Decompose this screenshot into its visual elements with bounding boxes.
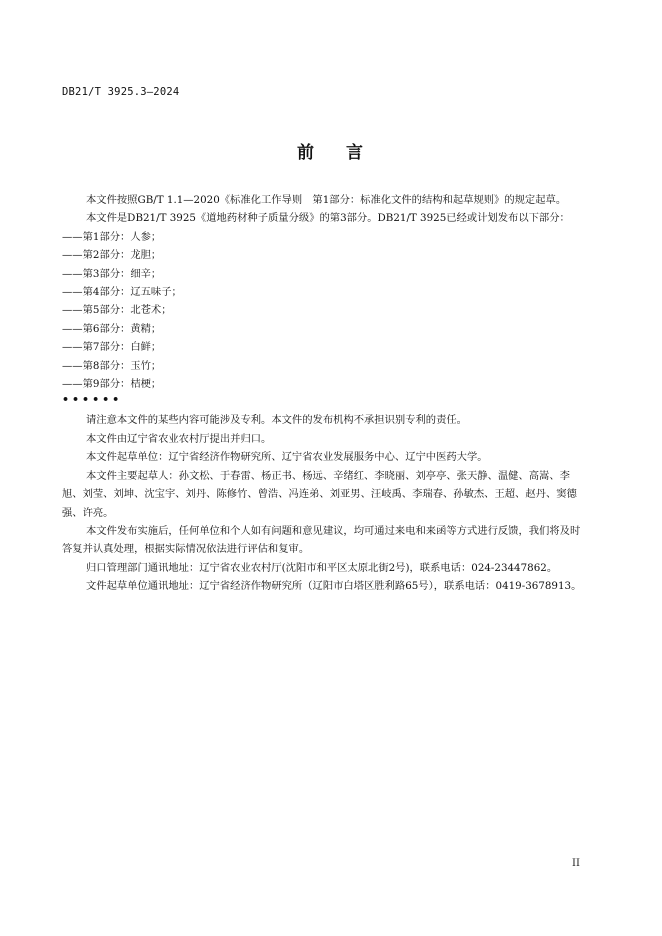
- document-code: DB21/T 3925.3—2024: [62, 86, 180, 98]
- paragraph-feedback: 本文件发布实施后，任何单位和个人如有问题和意见建议，均可通过来电和来函等方式进行反馈，我们将及时答复并认真处理，根据实际情况依法进行评估和复审。: [62, 524, 581, 556]
- list-item: ——第4部分：辽五味子；: [62, 286, 182, 299]
- paragraph-drafting-rules: 本文件按照GB/T 1.1—2020《标准化工作导则 第1部分：标准化文件的结构和起草规则》的规定起草。: [86, 194, 567, 206]
- list-item: ——第8部分：玉竹；: [62, 359, 162, 372]
- paragraph-proposer: 本文件由辽宁省农业农村厅提出并归口。: [86, 432, 272, 445]
- paragraph-authority-address: 归口管理部门通讯地址：辽宁省农业农村厅(沈阳市和平区太原北街2号)，联系电话：024-23447862。: [86, 561, 558, 574]
- list-item: ——第1部分：人参；: [62, 230, 162, 243]
- paragraph-standard-parts-intro: 本文件是DB21/T 3925《道地药材种子质量分级》的第3部分。DB21/T 3925已经或计划发布以下部分：: [86, 212, 570, 225]
- list-item: ——第2部分：龙胆；: [62, 249, 162, 262]
- list-item: ——第7部分：白鲜；: [62, 341, 162, 354]
- paragraph-patent-notice: 请注意本文件的某些内容可能涉及专利。本文件的发布机构不承担识别专利的责任。: [86, 414, 467, 427]
- foreword-body: [62, 191, 590, 596]
- page-title: [0, 138, 662, 163]
- ellipsis-dots: ••••••: [62, 393, 123, 407]
- title-part-1: 前: [297, 143, 316, 163]
- page-number: II: [572, 858, 580, 869]
- list-item: ——第5部分：北苍术；: [62, 304, 172, 317]
- paragraph-drafting-units: 本文件起草单位：辽宁省经济作物研究所、辽宁省农业发展服务中心、辽宁中医药大学。: [86, 451, 488, 464]
- list-item: ——第6部分：黄精；: [62, 322, 162, 335]
- list-item: ——第3部分：细辛；: [62, 267, 162, 280]
- title-part-2: 言: [346, 143, 365, 163]
- list-item: ——第9部分：桔梗；: [62, 378, 162, 391]
- paragraph-drafter-address: 文件起草单位通讯地址：辽宁省经济作物研究所（辽阳市白塔区胜利路65号），联系电话：0419-3678913。: [86, 580, 582, 593]
- paragraph-drafters: 本文件主要起草人：孙文松、于春雷、杨正书、杨远、辛绪红、李晓丽、刘亭亭、张天静、温健、高嵩、李旭、刘莹、刘坤、沈宝宇、刘丹、陈修竹、曾浩、冯连弟、刘亚男、汪岐禹、李瑞春、孙敏杰、王超、赵丹、窦德强、许亮。: [62, 469, 577, 519]
